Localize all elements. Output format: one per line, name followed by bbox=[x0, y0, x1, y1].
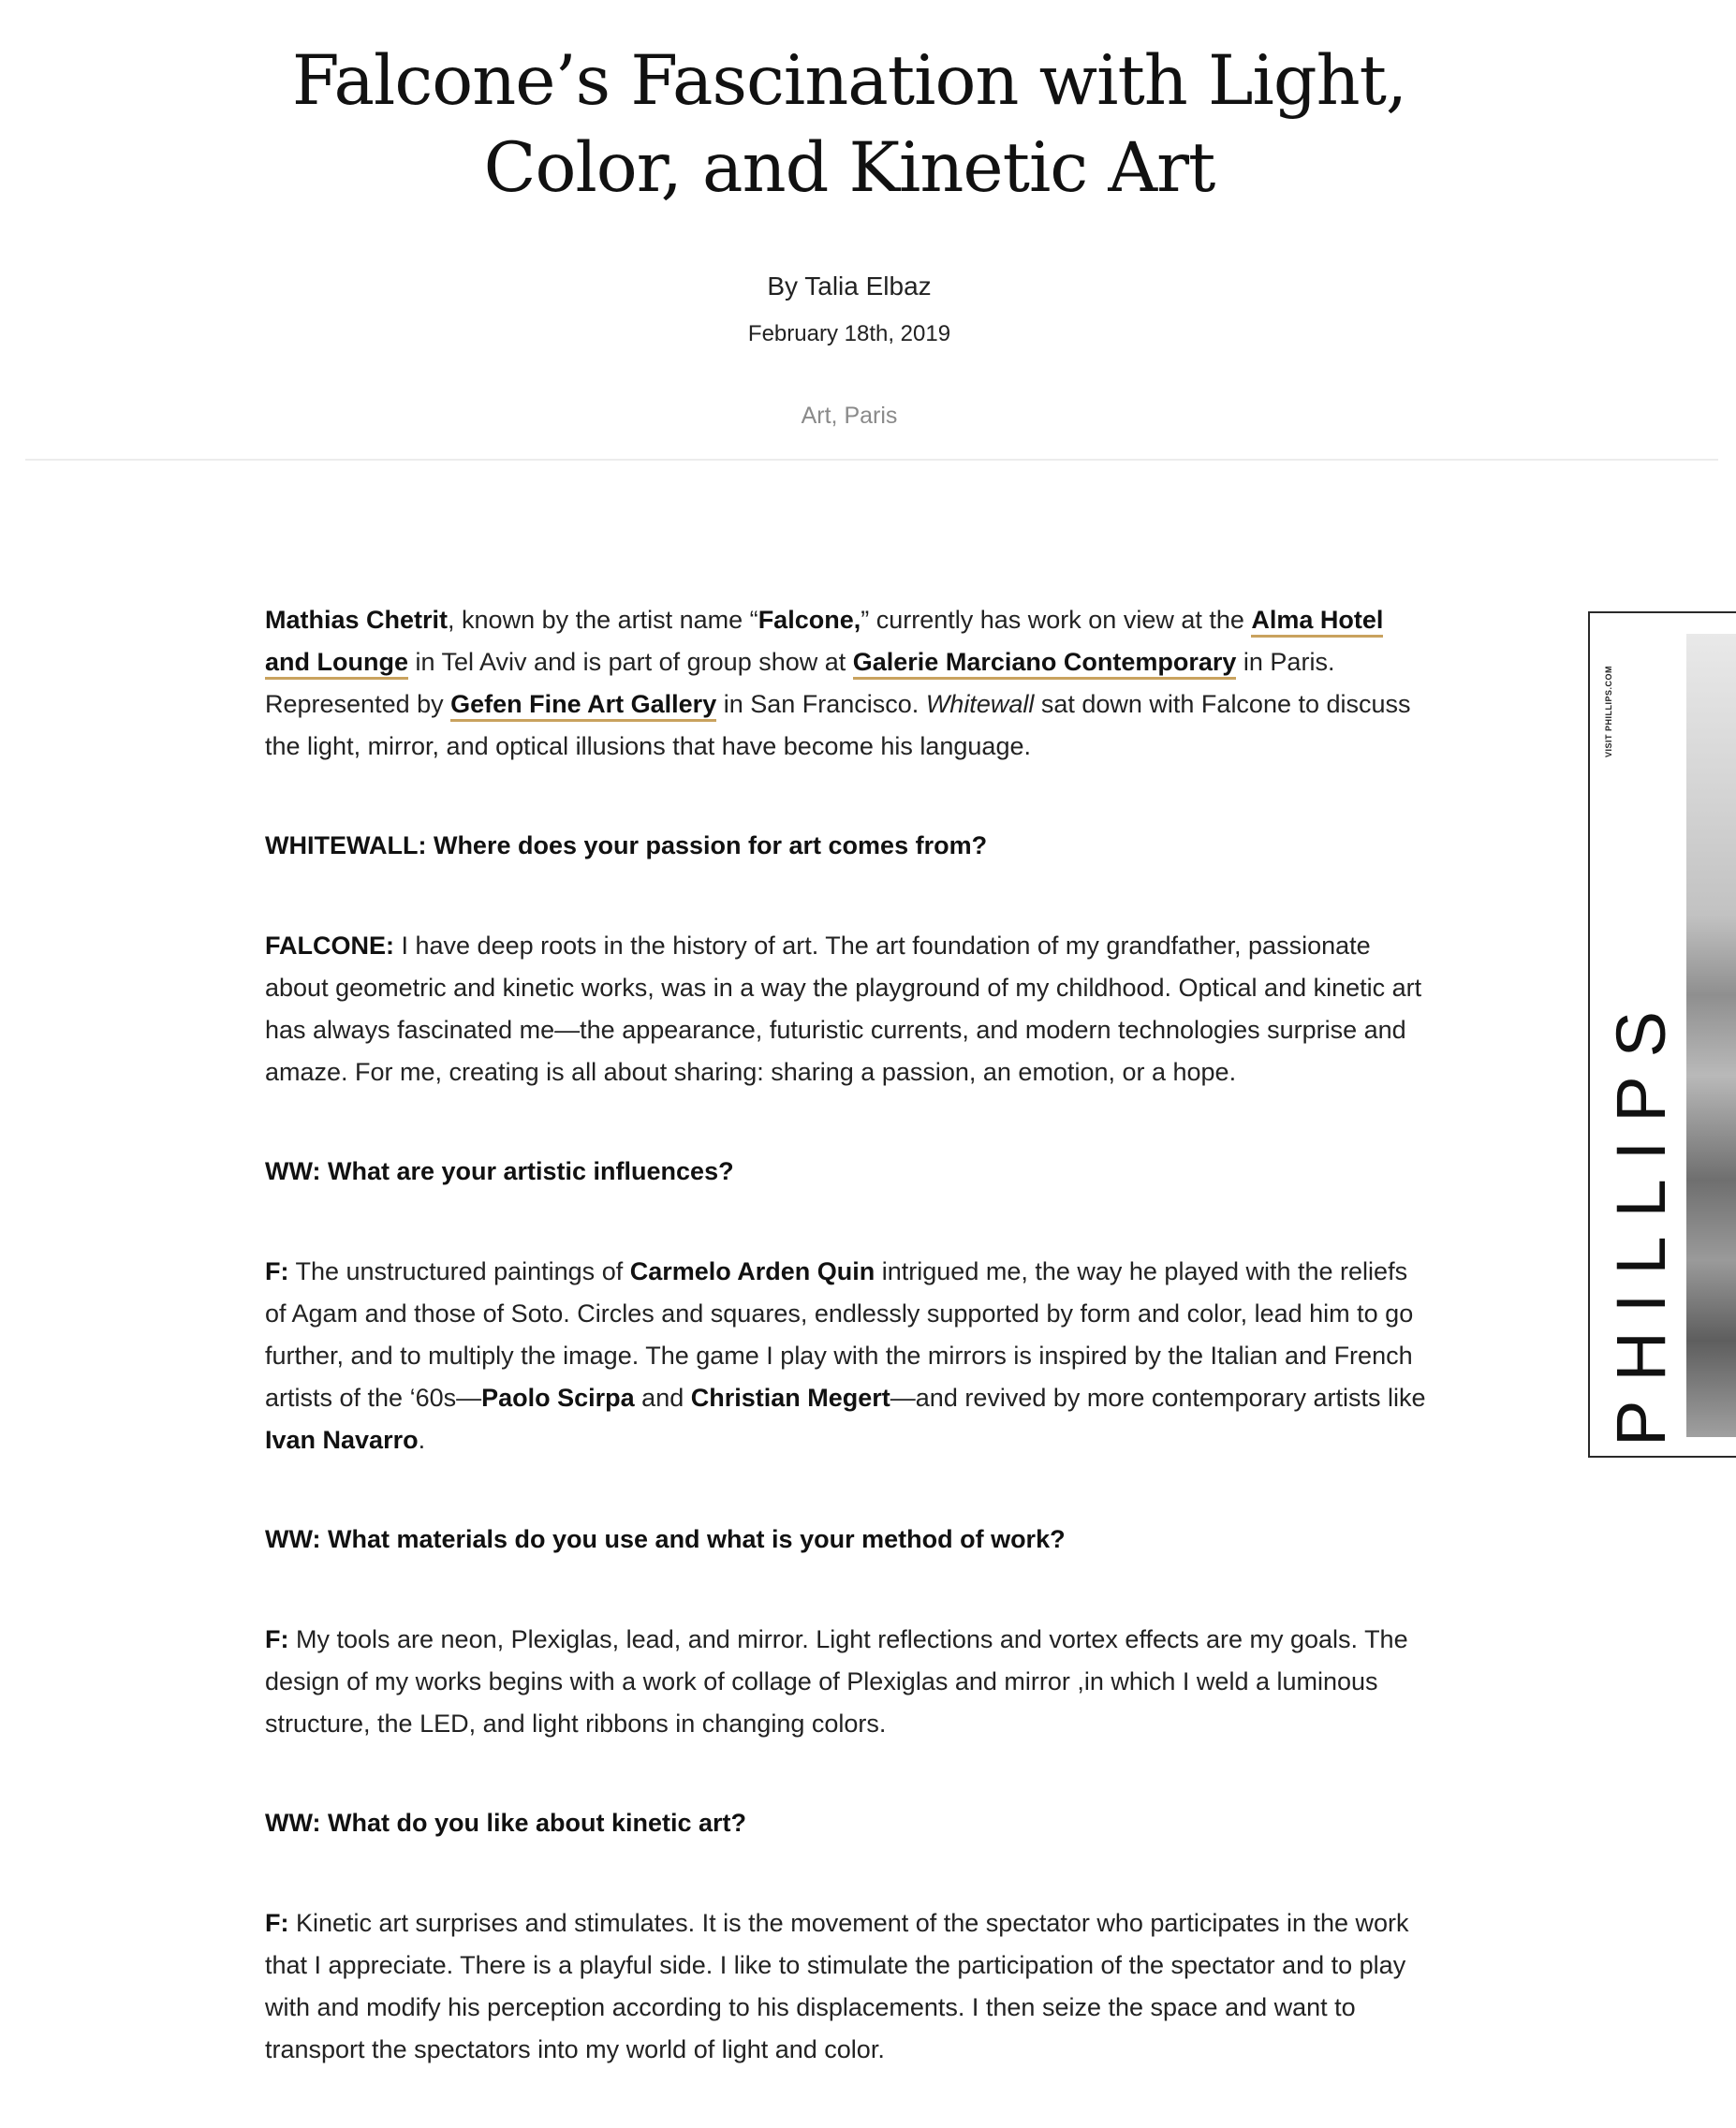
question-3: WW: What materials do you use and what is your method of work? bbox=[265, 1525, 1066, 1553]
title-line-2: Color, and Kinetic Art bbox=[483, 128, 1215, 208]
answer-2: F: The unstructured paintings of Carmelo Arden Quin intrigued me, the way he played with the reliefs of Agam and those of Soto. Circles and squares, endlessly supported by form and color, lead him to go further, and to multiply the image. The game I play with the mirrors is inspired by the Italian and French artists of the ‘60s—Paolo Scirpa and Christian Megert—and revived by more contemporary artists like Ivan Navarro. bbox=[265, 1257, 1426, 1454]
category-tags bbox=[0, 403, 1699, 430]
header-divider bbox=[25, 459, 1718, 461]
speaker-label: F: bbox=[265, 1625, 289, 1653]
article-title bbox=[0, 37, 1699, 212]
galerie-marciano-link[interactable]: Galerie Marciano Contemporary bbox=[853, 648, 1237, 680]
phillips-ad-banner[interactable] bbox=[1588, 611, 1736, 1458]
artist-reference: Paolo Scirpa bbox=[481, 1384, 635, 1412]
question-4: WW: What do you like about kinetic art? bbox=[265, 1809, 747, 1837]
author-byline: By Talia Elbaz bbox=[767, 272, 932, 301]
intro-paragraph: Mathias Chetrit, known by the artist name “Falcone,” currently has work on view at the Alma Hotel and Lounge in Tel Aviv and is part of group show at Galerie Marciano Contemporary in Paris. Represented by Gefen Fine Art Gallery in San Francisco. Whitewall sat down with Falcone to discuss the light, mirror, and optical illusions that have become his language. bbox=[265, 606, 1411, 760]
artist-alias: Falcone, bbox=[758, 606, 861, 634]
ad-artwork-image bbox=[1686, 634, 1736, 1437]
speaker-label: FALCONE: bbox=[265, 932, 394, 960]
gefen-gallery-link[interactable]: Gefen Fine Art Gallery bbox=[450, 690, 716, 722]
artist-reference: Christian Megert bbox=[690, 1384, 890, 1412]
ad-visit-link[interactable]: VISIT PHILLIPS.COM bbox=[1604, 665, 1613, 757]
tag-paris[interactable]: Paris bbox=[844, 403, 898, 429]
question-2: WW: What are your artistic influences? bbox=[265, 1157, 734, 1185]
tag-separator: , bbox=[831, 403, 845, 429]
artist-name: Mathias Chetrit bbox=[265, 606, 449, 634]
artist-reference: Carmelo Arden Quin bbox=[629, 1257, 875, 1285]
speaker-label: F: bbox=[265, 1257, 289, 1285]
publication-name: Whitewall bbox=[925, 690, 1035, 718]
phillips-logo: PHILLIPS bbox=[1602, 992, 1680, 1446]
answer-4: F: Kinetic art surprises and stimulates. It is the movement of the spectator who participates in the work that I appreciate. There is a playful side. I like to stimulate the participation of the spectator and to play with and modify his perception according to his displacements. I then seize the space and want to transport the spectators into my world of light and color. bbox=[265, 1909, 1409, 2063]
tag-art[interactable]: Art bbox=[801, 403, 831, 429]
speaker-label: F: bbox=[265, 1909, 289, 1937]
answer-1: FALCONE: I have deep roots in the history of art. The art foundation of my grandfather, passionate about geometric and kinetic works, was in a way the playground of my childhood. Optical and kinetic art has always fascinated me—the appearance, futuristic currents, and modern technologies surprise and amaze. For me, creating is all about sharing: sharing a passion, an emotion, or a hope. bbox=[265, 932, 1422, 1086]
answer-3: F: My tools are neon, Plexiglas, lead, and mirror. Light reflections and vortex effects are my goals. The design of my works begins with a work of collage of Plexiglas and mirror ,in which I weld a luminous structure, the LED, and light ribbons in changing colors. bbox=[265, 1625, 1408, 1738]
artist-reference: Ivan Navarro bbox=[265, 1426, 419, 1454]
question-1: WHITEWALL: Where does your passion for art comes from? bbox=[265, 831, 988, 859]
publish-date: February 18th, 2019 bbox=[747, 321, 951, 346]
article-body bbox=[265, 599, 1431, 2128]
title-line-1: Falcone’s Fascination with Light, bbox=[291, 41, 1407, 121]
alma-hotel-link[interactable]: Alma Hotel and Lounge bbox=[265, 606, 1383, 680]
